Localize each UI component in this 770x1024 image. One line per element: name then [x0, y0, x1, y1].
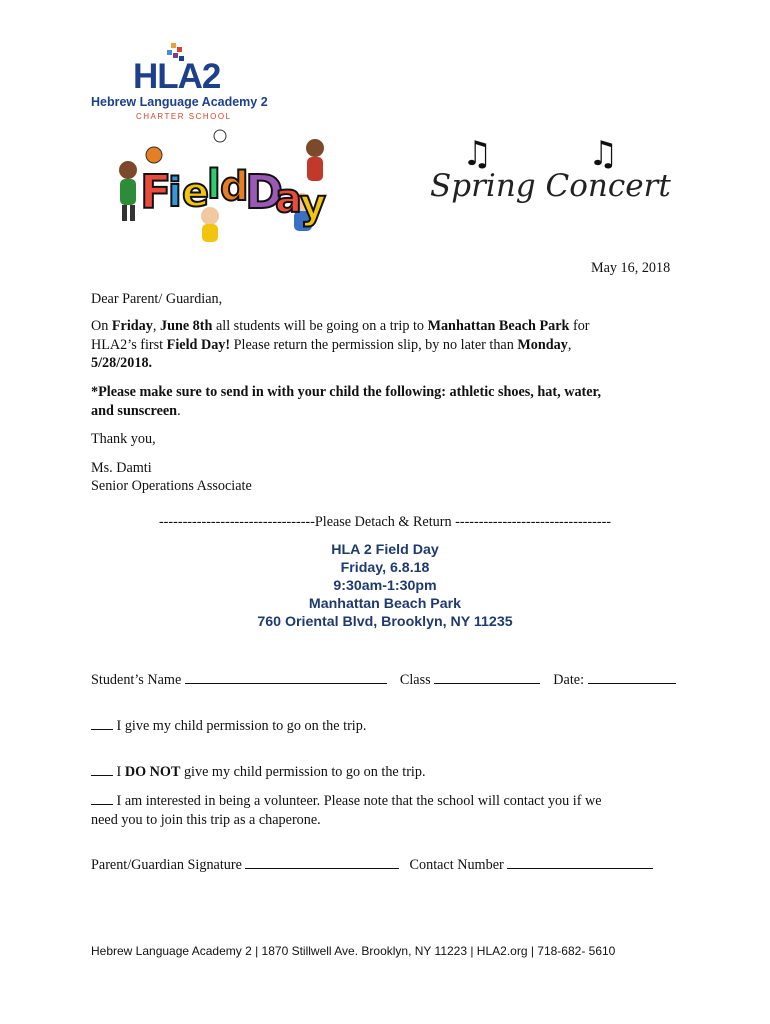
letter-paragraph-2: *Please make sure to send in with your child the following: athletic shoes, hat, water, and sunscreen.	[91, 384, 602, 419]
concert-title: Spring Concert	[430, 168, 671, 204]
field-letter-i: i	[168, 170, 182, 216]
logo-wordmark: HLA2	[133, 57, 221, 96]
footer-contact: Hebrew Language Academy 2 | 1870 Stillwell Ave. Brooklyn, NY 11223 | HLA2.org | 718-682- 5610	[91, 944, 616, 958]
volunteer-checkline[interactable]	[91, 791, 113, 805]
signature-label: Parent/Guardian Signature	[91, 857, 242, 873]
field-day-clipart	[110, 128, 340, 246]
event-address: 760 Oriental Blvd, Brooklyn, NY 11235	[257, 614, 513, 630]
day-letter-y: y	[300, 182, 327, 228]
permission-yes-checkline[interactable]	[91, 716, 113, 730]
date-label: Date:	[553, 672, 585, 688]
field-letter-f: F	[140, 165, 172, 219]
letter-date: May 16, 2018	[591, 260, 671, 276]
letter-closing: Thank you,	[91, 431, 156, 447]
event-title: HLA 2 Field Day	[331, 542, 439, 558]
permission-yes-row	[91, 716, 366, 736]
field-letter-e: e	[182, 170, 210, 216]
letter-greeting: Dear Parent/ Guardian,	[91, 291, 223, 307]
permission-no-row: I DO NOT give my child permission to go on the trip.	[91, 762, 426, 782]
signature-row	[91, 855, 653, 875]
event-date: Friday, 6.8.18	[340, 560, 430, 576]
field-letter-l: l	[207, 162, 221, 208]
student-name-label: Student’s Name	[91, 672, 182, 688]
contact-number-field[interactable]	[507, 855, 653, 869]
logo-subtitle: Hebrew Language Academy 2	[91, 95, 268, 109]
signature-field[interactable]	[245, 855, 399, 869]
student-name-field[interactable]	[185, 670, 387, 684]
volunteer-row: I am interested in being a volunteer. Please note that the school will contact you if we need you to join this trip as a chaperone.	[91, 793, 602, 828]
permission-no-checkline[interactable]	[91, 762, 113, 776]
student-info-row	[91, 670, 676, 690]
contact-label: Contact Number	[409, 857, 504, 873]
date-field[interactable]	[588, 670, 676, 684]
event-time: 9:30am-1:30pm	[333, 578, 437, 594]
signer-name: Ms. Damti	[91, 460, 152, 476]
letter-paragraph-1: On Friday, June 8th all students will be going on a trip to Manhattan Beach Park for HLA2’s first Field Day! Please return the permission slip, by no later than Monday, 5/28/2018.	[91, 318, 590, 371]
signer-title: Senior Operations Associate	[91, 478, 252, 494]
logo-tagline: CHARTER SCHOOL	[136, 112, 232, 121]
permission-yes-text: I give my child permission to go on the trip.	[116, 718, 367, 734]
day-letter-a: a	[275, 176, 302, 222]
do-not-emphasis: DO NOT	[124, 764, 181, 780]
detach-line: ---------------------------------Please Detach & Return ---------------------------------	[158, 514, 612, 530]
class-field[interactable]	[434, 670, 540, 684]
music-note-icon-2: ♫	[588, 134, 619, 174]
event-venue: Manhattan Beach Park	[308, 596, 462, 612]
day-letter-d: D	[245, 165, 284, 219]
music-note-icon: ♫	[462, 134, 493, 174]
class-label: Class	[399, 672, 431, 688]
field-letter-d: d	[220, 164, 249, 210]
